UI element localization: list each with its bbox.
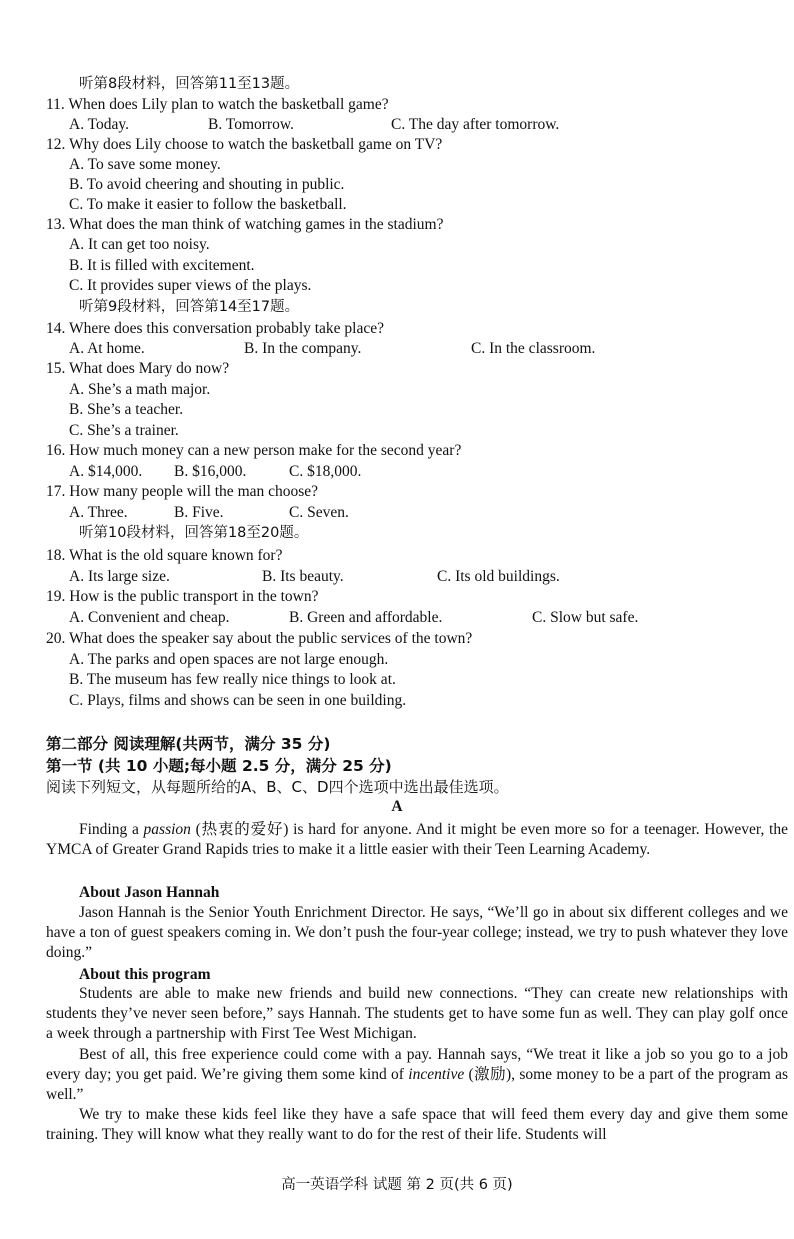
question-19-options (69, 608, 638, 628)
question-12-option-b: B. To avoid cheering and shouting in public. (69, 176, 345, 193)
option-c: C. Slow but safe. (532, 609, 639, 626)
question-18-stem: 18. What is the old square known for? (46, 547, 283, 564)
option-a: A. Today. (69, 116, 130, 133)
question-13-stem: 13. What does the man think of watching games in the stadium? (46, 216, 444, 233)
option-a: A. At home. (69, 340, 145, 357)
question-12-stem: 12. Why does Lily choose to watch the basketball game on TV? (46, 136, 443, 153)
question-17-stem: 17. How many people will the man choose? (46, 483, 319, 500)
question-13-option-c: C. It provides super views of the plays. (69, 277, 312, 294)
option-b: B. Green and affordable. (289, 609, 443, 626)
question-20-option-b: B. The museum has few really nice things to look at. (69, 671, 396, 688)
heading-about-jason-hannah: About Jason Hannah (79, 884, 220, 901)
question-20-option-a: A. The parks and open spaces are not large enough. (69, 651, 389, 668)
option-a: A. Three. (69, 504, 128, 521)
question-13-option-a: A. It can get too noisy. (69, 236, 210, 253)
question-14-options (69, 339, 595, 359)
option-c: C. Its old buildings. (437, 568, 560, 585)
question-15-option-b: B. She’s a teacher. (69, 401, 184, 418)
option-b: B. Five. (174, 504, 224, 521)
page-footer: 高一英语学科 试题 第 2 页(共 6 页) (281, 1177, 513, 1193)
passage-a (46, 820, 788, 860)
question-15-option-c: C. She’s a trainer. (69, 422, 179, 439)
option-b: B. Tomorrow. (208, 116, 294, 133)
emphasis-incentive: incentive (408, 1065, 465, 1083)
question-11-options (69, 115, 559, 135)
option-b: B. $16,000. (174, 463, 247, 480)
question-16-options (69, 462, 361, 482)
paragraph-1: Finding a passion (热衷的爱好) is hard for anyone. And it might be even more so for a teenager. However, the YMCA of Greater Grand Rapids tries to make it a little easier with their Teen Learning Academy. (46, 821, 788, 859)
option-b: B. Its beauty. (262, 568, 344, 585)
section-intro-9: 听第9段材料，回答第14至17题。 (79, 299, 300, 315)
question-16-stem: 16. How much money can a new person make for the second year? (46, 442, 462, 459)
question-14-stem: 14. Where does this conversation probably take place? (46, 320, 385, 337)
question-11-stem: 11. When does Lily plan to watch the basketball game? (46, 96, 389, 113)
paragraphs-3-5 (46, 984, 788, 1146)
question-13-option-b: B. It is filled with excitement. (69, 257, 255, 274)
question-17-options (69, 503, 349, 523)
emphasis-passion: passion (143, 821, 191, 838)
heading-about-this-program: About this program (79, 966, 211, 983)
paragraph-4: Best of all, this free experience could come with a pay. Hannah says, “We treat it like a job so you go to a job every day; you get paid. We’re giving them some kind of incentive (激励), some money to be a part of the program as well.” (46, 1045, 788, 1104)
question-15-option-a: A. She’s a math major. (69, 381, 211, 398)
question-19-stem: 19. How is the public transport in the town? (46, 588, 319, 605)
section-intro-10: 听第10段材料，回答第18至20题。 (79, 525, 309, 541)
question-18-options (69, 567, 560, 587)
option-a: A. $14,000. (69, 463, 143, 480)
option-a: A. Its large size. (69, 568, 170, 585)
section-intro-8: 听第8段材料，回答第11至13题。 (79, 76, 300, 92)
question-15-stem: 15. What does Mary do now? (46, 360, 230, 377)
option-c: C. $18,000. (289, 463, 362, 480)
question-20-stem: 20. What does the speaker say about the public services of the town? (46, 630, 473, 647)
option-c: C. Seven. (289, 504, 349, 521)
paragraph-2-block (46, 903, 788, 964)
part-two-title: 第二部分 阅读理解(共两节，满分 35 分) (46, 735, 331, 753)
reading-instruction: 阅读下列短文，从每题所给的A、B、C、D四个选项中选出最佳选项。 (46, 778, 509, 796)
passage-label: A (391, 798, 403, 815)
question-20-option-c: C. Plays, films and shows can be seen in one building. (69, 692, 407, 709)
option-b: B. In the company. (244, 340, 362, 357)
option-c: C. In the classroom. (471, 340, 596, 357)
question-12-option-c: C. To make it easier to follow the basketball. (69, 196, 347, 213)
option-a: A. Convenient and cheap. (69, 609, 230, 626)
paragraph-3: Students are able to make new friends and build new connections. “They can create new relationships with students they’ve never seen before,” says Hannah. The students get to have some fun as well. They can play golf once a week through a partnership with First Tee West Michigan. (46, 985, 788, 1043)
option-c: C. The day after tomorrow. (391, 116, 560, 133)
section-one-title: 第一节 (共 10 小题;每小题 2.5 分，满分 25 分) (46, 757, 392, 775)
paragraph-5: We try to make these kids feel like they have a safe space that will feed them every day and give them some training. They will know what they really want to do for the rest of their life. Students will (46, 1106, 788, 1144)
question-12-option-a: A. To save some money. (69, 156, 221, 173)
paragraph-2: Jason Hannah is the Senior Youth Enrichment Director. He says, “We’ll go in about six different colleges and we have a ton of guest speakers coming in. We don’t push the four-year college; instead, we try to push whatever they love doing.” (46, 904, 788, 962)
